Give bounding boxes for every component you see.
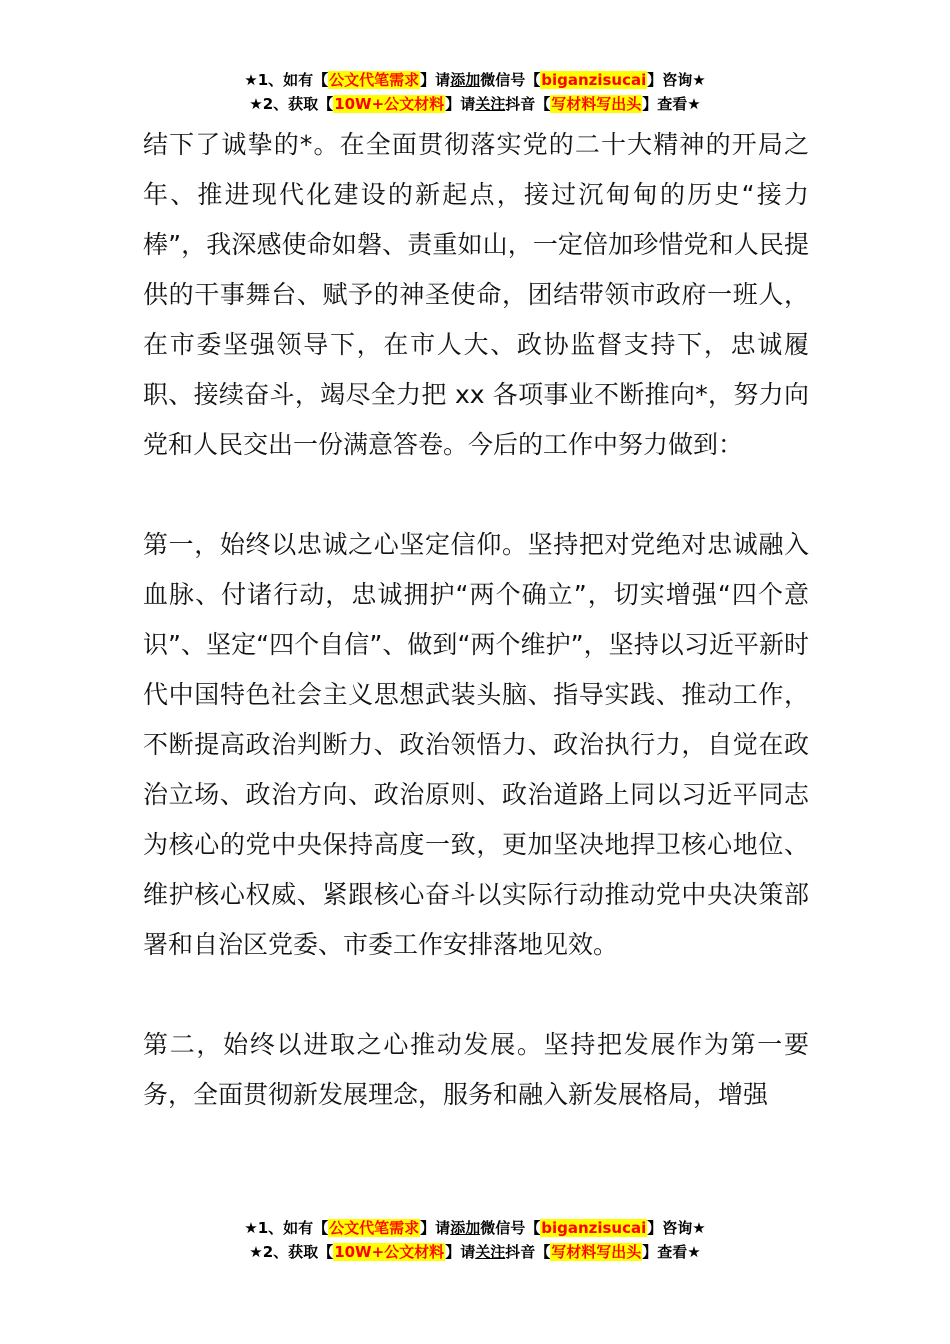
banner-text: 】请 — [445, 95, 476, 113]
banner-text: ★1、如有【 — [244, 1219, 329, 1237]
banner-underline: 添加 — [450, 1219, 481, 1237]
banner-text: 】请 — [420, 71, 451, 89]
paragraph-spacer — [143, 470, 809, 520]
banner-line-1 — [0, 1216, 950, 1240]
footer-banner — [0, 1216, 950, 1264]
banner-highlight: 10W+公文材料 — [334, 1243, 445, 1261]
banner-highlight: biganzisucai — [541, 1219, 647, 1237]
banner-text: 微信号【 — [480, 71, 541, 89]
banner-highlight: 公文代笔需求 — [329, 1219, 420, 1237]
banner-highlight: 写材料写出头 — [551, 95, 642, 113]
banner-highlight: 写材料写出头 — [551, 1243, 642, 1261]
banner-text: ★2、获取【 — [249, 95, 334, 113]
banner-text: 微信号【 — [480, 1219, 541, 1237]
banner-underline: 关注 — [475, 95, 506, 113]
paragraph-second-point: 第二，始终以进取之心推动发展。坚持把发展作为第一要务，全面贯彻新发展理念，服务和融入新发展格局，增强 — [143, 1030, 809, 1109]
banner-text: ★2、获取【 — [249, 1243, 334, 1261]
paragraph-first-point: 第一，始终以忠诚之心坚定信仰。坚持把对党绝对忠诚融入血脉、付诸行动，忠诚拥护“两个确立”，切实增强“四个意识”、坚定“四个自信”、做到“两个维护”，坚持以习近平新时代中国特色社会主义思想武装头脑、指导实践、推动工作，不断提高政治判断力、政治领悟力、政治执行力，自觉在政治立场、政治方向、政治原则、政治道路上同以习近平同志为核心的党中央保持高度一致，更加坚决地捍卫核心地位、维护核心权威、紧跟核心奋斗以实际行动推动党中央决策部署和自治区党委、市委工作安排落地见效。 — [143, 530, 809, 959]
paragraph-intro: 结下了诚挚的*。在全面贯彻落实党的二十大精神的开局之年、推进现代化建设的新起点，接过沉甸甸的历史“接力棒”，我深感使命如磐、责重如山，一定倍加珍惜党和人民提供的干事舞台、赋予的神圣使命，团结带领市政府一班人，在市委坚强领导下，在市人大、政协监督支持下，忠诚履职、接续奋斗，竭尽全力把 xx 各项事业不断推向*，努力向党和人民交出一份满意答卷。今后的工作中努力做到： — [143, 130, 809, 459]
banner-highlight: biganzisucai — [541, 71, 647, 89]
banner-underline: 添加 — [450, 71, 481, 89]
banner-line-2 — [0, 1240, 950, 1264]
banner-text: 】查看★ — [642, 1243, 701, 1261]
banner-text: 】咨询★ — [647, 1219, 706, 1237]
paragraph-spacer — [143, 970, 809, 1020]
banner-text: 】请 — [420, 1219, 451, 1237]
banner-text: 】请 — [445, 1243, 476, 1261]
banner-text: 抖音【 — [505, 1243, 551, 1261]
banner-text: ★1、如有【 — [244, 71, 329, 89]
banner-underline: 关注 — [475, 1243, 506, 1261]
banner-text: 抖音【 — [505, 95, 551, 113]
document-body — [143, 120, 809, 1120]
banner-line-1 — [0, 68, 950, 92]
banner-highlight: 10W+公文材料 — [334, 95, 445, 113]
banner-highlight: 公文代笔需求 — [329, 71, 420, 89]
banner-text: 】查看★ — [642, 95, 701, 113]
banner-line-2 — [0, 92, 950, 116]
header-banner — [0, 68, 950, 116]
banner-text: 】咨询★ — [647, 71, 706, 89]
